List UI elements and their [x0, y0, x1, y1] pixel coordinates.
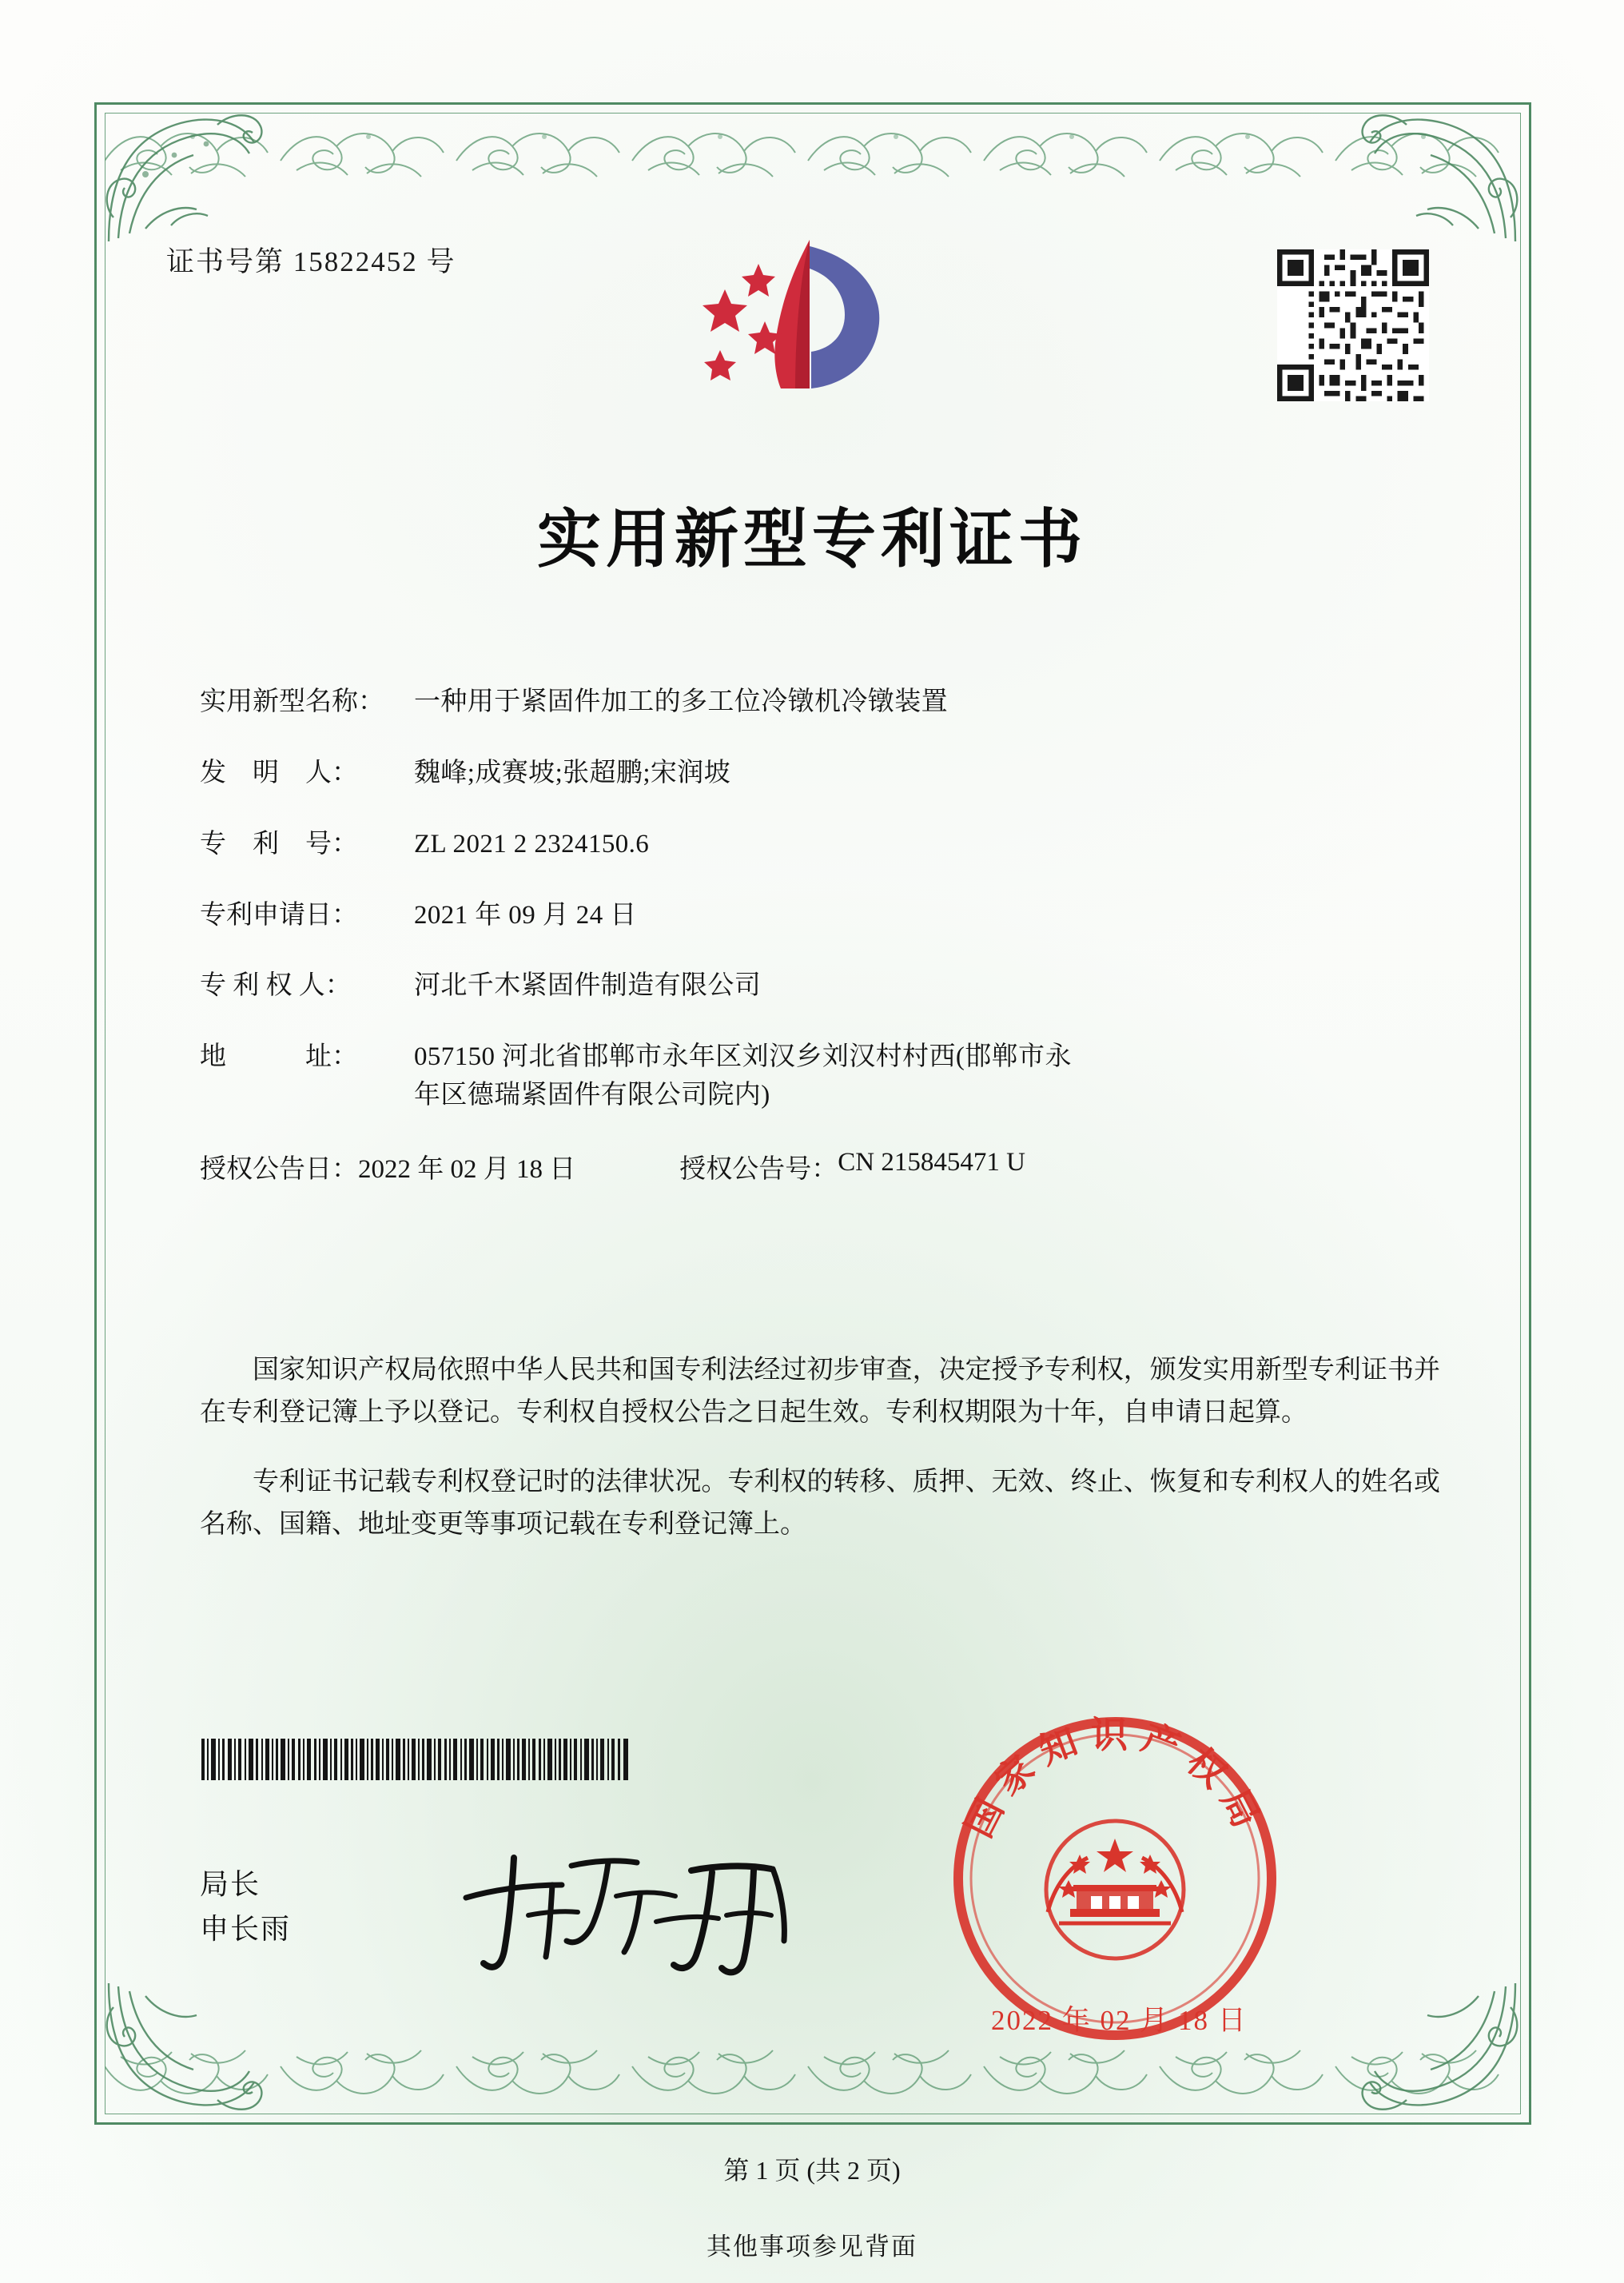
ornament-band-top: [105, 113, 1521, 186]
back-side-note: 其他事项参见背面: [707, 2233, 917, 2261]
page-indicator: 第 1 页 (共 2 页): [723, 2156, 901, 2185]
field-label: 地 址：: [200, 1042, 358, 1072]
field-value: ZL 2021 2 2324150.6: [414, 829, 650, 859]
field-label: 专 利 号：: [200, 829, 358, 859]
field-patentee: [200, 967, 1447, 1006]
field-label: 发 明 人：: [200, 758, 358, 787]
cnipa-logo-icon: [675, 232, 915, 424]
seal-date: 2022 年 02 月 18 日: [991, 2005, 1248, 2036]
official-seal: [947, 1711, 1283, 2046]
barcode-icon: [200, 1739, 631, 1780]
field-patent-number: [200, 826, 1447, 864]
field-value-wrap: [414, 1038, 1447, 1115]
field-value-line1: 057150 河北省邯郸市永年区刘汉乡刘汉村村西(邯郸市永: [414, 1042, 1072, 1072]
field-value: 魏峰;成赛坡;张超鹏;宋润坡: [414, 758, 731, 787]
field-label: 专利申请日：: [200, 900, 358, 930]
announcement-date-label: 授权公告日：: [200, 1154, 358, 1184]
page-title: 实用新型专利证书: [537, 501, 1087, 576]
field-value: 一种用于紧固件加工的多工位冷镦机冷镦装置: [414, 687, 948, 716]
handwritten-signature-icon: [452, 1839, 827, 1982]
field-value: 河北千木紧固件制造有限公司: [414, 971, 762, 1001]
legal-paragraph-1: 国家知识产权局依照中华人民共和国专利法经过初步审查，决定授予专利权，颁发实用新型专利证书并在专利登记簿上予以登记。专利权自授权公告之日起生效。专利权期限为十年，自申请日起算。: [200, 1356, 1440, 1428]
patent-fields: [200, 683, 1447, 1201]
field-label: 实用新型名称：: [200, 687, 384, 716]
field-value: 2021 年 09 月 24 日: [414, 900, 637, 930]
field-application-date: [200, 897, 1447, 935]
field-value-line2: 年区德瑞紧固件有限公司院内): [414, 1081, 770, 1110]
field-inventors: [200, 755, 1447, 793]
legal-paragraph-2: 专利证书记载专利权登记时的法律状况。专利权的转移、质押、无效、终止、恢复和专利权人的姓名或名称、国籍、地址变更等事项记载在专利登记簿上。: [200, 1467, 1440, 1540]
announcement-number-group: [679, 1148, 1025, 1185]
field-announcement-row: [200, 1148, 1447, 1185]
field-label: 专 利 权 人：: [200, 971, 352, 1001]
field-address: [200, 1038, 1447, 1115]
ornament-band-bottom: [105, 2041, 1521, 2114]
qr-code-icon: [1277, 249, 1429, 401]
certificate-number: 证书号第 15822452 号: [166, 246, 456, 277]
svg-text:国家知识产权局: 国家知识产权局: [957, 1713, 1273, 1845]
director-signature-block: [200, 1863, 291, 1952]
legal-text-block: [200, 1323, 1440, 1553]
field-utility-model-name: [200, 683, 1447, 722]
director-role-label: 局长: [200, 1868, 261, 1900]
announcement-number-label: 授权公告号：: [679, 1154, 838, 1184]
director-name-label: 申长雨: [200, 1912, 292, 1945]
announcement-date-value: 2022 年 02 月 18 日: [358, 1154, 576, 1184]
announcement-number-value: CN 215845471 U: [838, 1147, 1025, 1177]
